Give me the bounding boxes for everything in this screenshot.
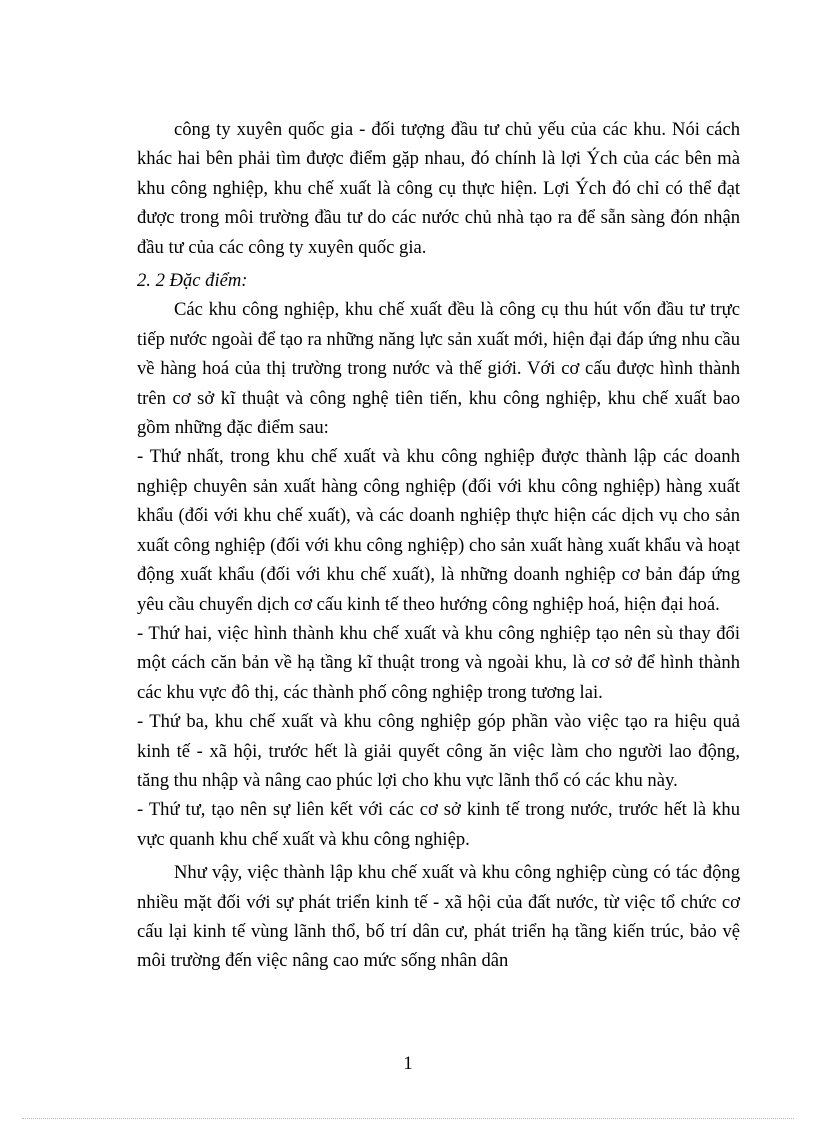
document-body — [137, 115, 740, 976]
paragraph-conclusion: Như vậy, việc thành lập khu chế xuất và khu công nghiệp cùng có tác động nhiều mặt đối với sự phát triển kinh tế - xã hội của đất nước, từ việc tổ chức cơ cấu lại kinh tế vùng lãnh thổ, bố trí dân cư, phát triển hạ tầng kiến trúc, bảo vệ môi trường đến việc nâng cao mức sống nhân dân — [137, 862, 740, 972]
bullet-first: - Thứ nhất, trong khu chế xuất và khu công nghiệp được thành lập các doanh nghiệp chuyên sản xuất hàng công nghiệp (đối với khu công nghiệp) hàng xuất khẩu (đối với khu chế xuất), và các doanh nghiệp thực hiện các dịch vụ cho sản xuất công nghiệp (đối với khu công nghiệp) cho sản xuất hàng xuất khẩu và hoạt động xuất khẩu (đối với khu chế xuất), là những doanh nghiệp cơ bản đáp ứng yêu cầu chuyển dịch cơ cấu kinh tế theo hướng công nghiệp hoá, hiện đại hoá. — [137, 446, 740, 615]
section-heading: 2. 2 Đặc điểm: — [137, 270, 248, 292]
footer-divider — [22, 1118, 794, 1119]
bullet-third: - Thứ ba, khu chế xuất và khu công nghiệp góp phần vào việc tạo ra hiệu quả kinh tế - xã hội, trước hết là giải quyết công ăn việc làm cho người lao động, tăng thu nhập và nâng cao phúc lợi cho khu vực lãnh thổ có các khu này. — [137, 711, 740, 791]
paragraph-intro-continuation: công ty xuyên quốc gia - đối tượng đầu tư chủ yếu của các khu. Nói cách khác hai bên phải tìm được điểm gặp nhau, đó chính là lợi Ých của các bên mà khu công nghiệp, khu chế xuất là công cụ thực hiện. Lợi Ých đó chỉ có thể đạt được trong môi trường đầu tư do các nước chủ nhà tạo ra để sẵn sàng đón nhận đầu tư của các công ty xuyên quốc gia. — [137, 119, 740, 258]
paragraph-characteristics-intro: Các khu công nghiệp, khu chế xuất đều là công cụ thu hút vốn đầu tư trực tiếp nước ngoài để tạo ra những năng lực sản xuất mới, hiện đại đáp ứng nhu cầu về hàng hoá của thị trường trong nước và thế giới. Với cơ cấu được hình thành trên cơ sở kĩ thuật và công nghệ tiên tiến, khu công nghiệp, khu chế xuất bao gồm những đặc điểm sau: — [137, 299, 740, 439]
page-number: 1 — [403, 1053, 413, 1074]
bullet-second: - Thứ hai, việc hình thành khu chế xuất và khu công nghiệp tạo nên sù thay đổi một cách căn bản về hạ tầng kĩ thuật trong và ngoài khu, là cơ sở để hình thành các khu vực đô thị, các thành phố công nghiệp trong tương lai. — [137, 622, 740, 703]
bullet-fourth: - Thứ tư, tạo nên sự liên kết với các cơ sở kinh tế trong nước, trước hết là khu vực quanh khu chế xuất và khu công nghiệp. — [137, 799, 740, 850]
